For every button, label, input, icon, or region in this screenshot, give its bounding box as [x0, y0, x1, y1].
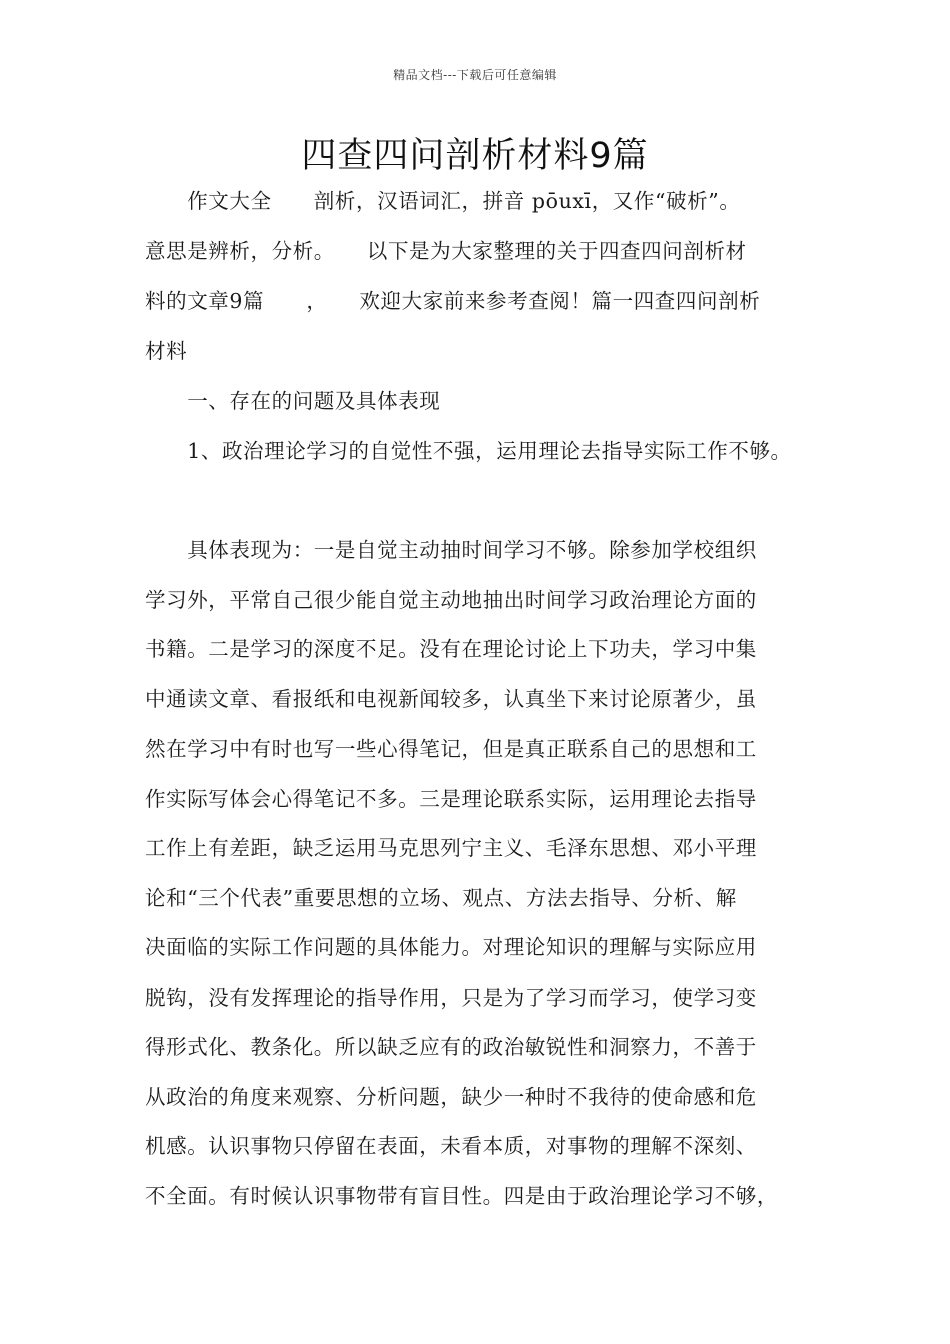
body-line: 不全面。有时候认识事物带有盲目性。四是由于政治理论学习不够，	[145, 1184, 778, 1208]
body-line: 作实际写体会心得笔记不多。三是理论联系实际，运用理论去指导	[145, 787, 757, 811]
body-line: 然在学习中有时也写一些心得笔记，但是真正联系自己的思想和工	[145, 737, 757, 761]
body-line: 中通读文章、看报纸和电视新闻较多，认真坐下来讨论原著少，虽	[145, 687, 757, 711]
body-line: 论和“三个代表”重要思想的立场、观点、方法去指导、分析、解	[145, 886, 737, 910]
body-line: 具体表现为：一是自觉主动抽时间学习不够。除参加学校组织	[145, 538, 757, 562]
body-line: 机感。认识事物只停留在表面，未看本质，对事物的理解不深刻、	[145, 1134, 757, 1158]
body-line: 材料	[145, 339, 188, 363]
body-line: 意思是辨析，分析。 以下是为大家整理的关于四查四问剖析材	[145, 239, 747, 263]
subsection-heading: 1、政治理论学习的自觉性不强，运用理论去指导实际工作不够。	[145, 439, 792, 463]
header-note: 精品文档---下载后可任意编辑	[393, 68, 557, 82]
body-line: 料的文章9篇 ， 欢迎大家前来参考查阅！篇一四查四问剖析	[145, 289, 761, 313]
body-line: 从政治的角度来观察、分析问题，缺少一种时不我待的使命感和危	[145, 1085, 757, 1109]
body-line: 得形式化、教条化。所以缺乏应有的政治敏锐性和洞察力，不善于	[145, 1035, 757, 1059]
body-line: 书籍。二是学习的深度不足。没有在理论讨论上下功夫，学习中集	[145, 637, 757, 661]
document-title: 四查四问剖析材料9篇	[301, 136, 649, 176]
body-line: 决面临的实际工作问题的具体能力。对理论知识的理解与实际应用	[145, 935, 757, 959]
body-line: 学习外，平常自己很少能自觉主动地抽出时间学习政治理论方面的	[145, 588, 757, 612]
body-line: 作文大全 剖析，汉语词汇，拼音 pōuxī，又作“破析”。	[145, 189, 741, 213]
body-line: 工作上有差距，缺乏运用马克思列宁主义、毛泽东思想、邓小平理	[145, 836, 757, 860]
section-heading: 一、存在的问题及具体表现	[145, 389, 441, 413]
body-line: 脱钩，没有发挥理论的指导作用，只是为了学习而学习，使学习变	[145, 986, 757, 1010]
